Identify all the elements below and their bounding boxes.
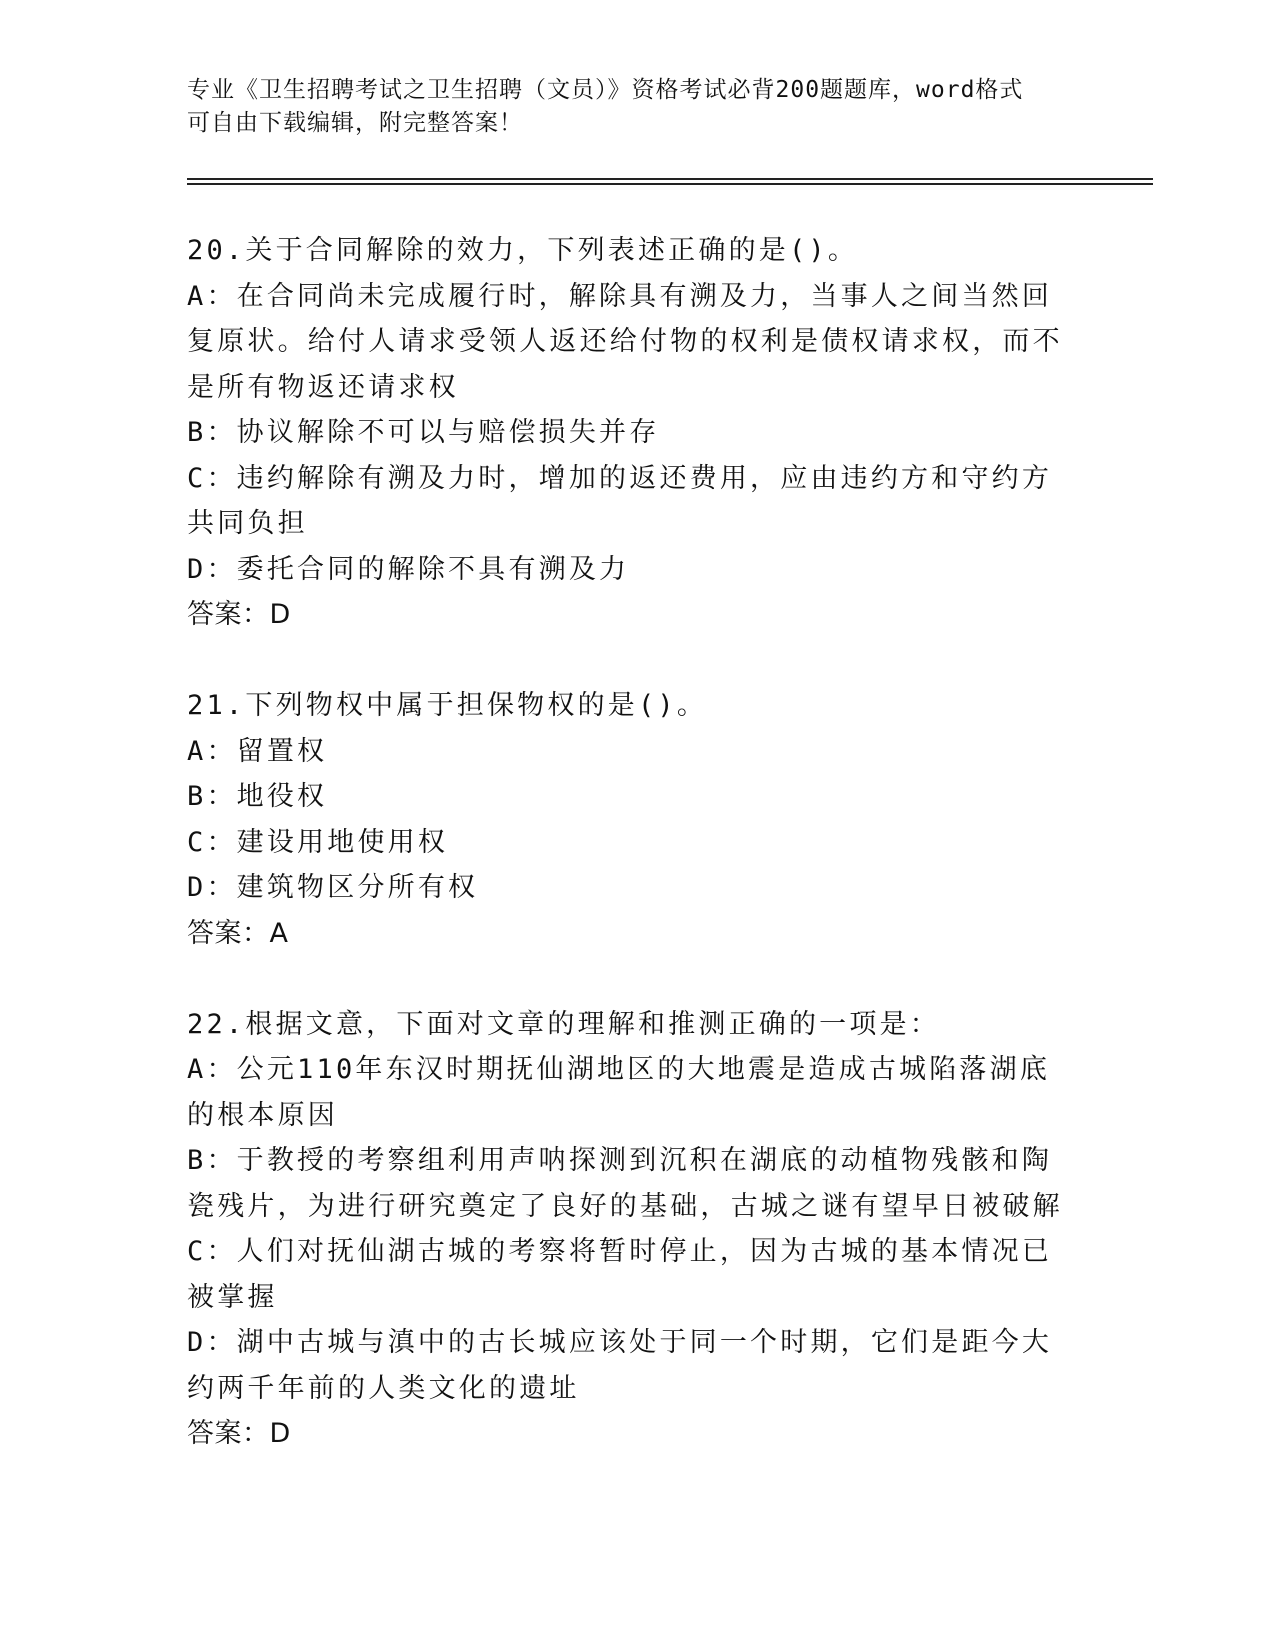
document-header: [187, 74, 1067, 140]
question-21: [187, 683, 1077, 956]
question-stem: 22.根据文意，下面对文章的理解和推测正确的一项是：: [187, 1008, 940, 1040]
answer-line: 答案：A: [187, 917, 289, 949]
option-b: B：地役权: [187, 781, 328, 812]
option-d: D：委托合同的解除不具有溯及力: [187, 553, 630, 585]
option-b: B：于教授的考察组利用声呐探测到沉积在湖底的动植物残骸和陶瓷残片，为进行研究奠定了良好的基础，古城之谜有望早日被破解: [187, 1145, 1063, 1222]
option-c: C：建设用地使用权: [187, 826, 449, 858]
header-divider-bottom: [187, 183, 1153, 185]
option-c: C：违约解除有溯及力时，增加的返还费用，应由违约方和守约方共同负担: [187, 462, 1053, 539]
question-stem: 20.关于合同解除的效力，下列表述正确的是()。: [187, 235, 859, 266]
option-d: D：建筑物区分所有权: [187, 872, 479, 903]
option-a: A：在合同尚未完成履行时，解除具有溯及力，当事人之间当然回复原状。给付人请求受领人返还给付物的权利是债权请求权，而不是所有物返还请求权: [187, 280, 1063, 403]
header-divider-top: [187, 178, 1153, 180]
answer-line: 答案：D: [187, 1418, 291, 1449]
question-20: [187, 228, 1077, 638]
option-d: D：湖中古城与滇中的古长城应该处于同一个时期，它们是距今大约两千年前的人类文化的遗址: [187, 1327, 1053, 1404]
question-list: [187, 228, 1077, 1457]
option-c: C：人们对抚仙湖古城的考察将暂时停止，因为古城的基本情况已被掌握: [187, 1236, 1053, 1313]
option-a: A：公元110年东汉时期抚仙湖地区的大地震是造成古城陷落湖底的根本原因: [187, 1054, 1051, 1131]
option-b: B：协议解除不可以与赔偿损失并存: [187, 417, 660, 448]
option-a: A：留置权: [187, 735, 328, 767]
question-stem: 21.下列物权中属于担保物权的是()。: [187, 690, 708, 721]
header-title-line-1: 专业《卫生招聘考试之卫生招聘（文员）》资格考试必背200题题库，word格式: [187, 77, 1024, 103]
answer-line: 答案：D: [187, 599, 291, 630]
question-22: [187, 1002, 1077, 1457]
header-title-line-2: 可自由下载编辑，附完整答案！: [187, 110, 523, 136]
